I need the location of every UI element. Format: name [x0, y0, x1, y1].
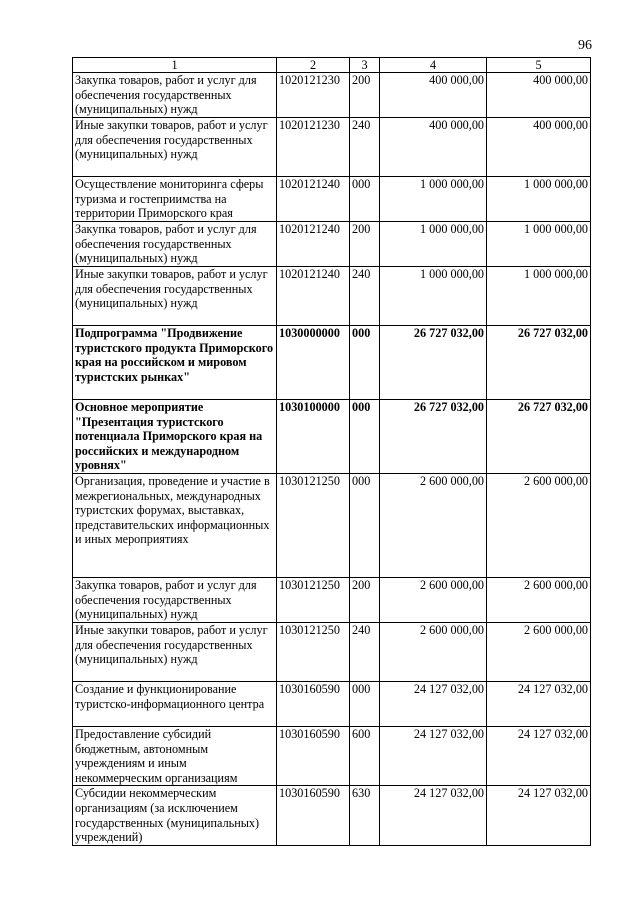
row-amount-col4-cell: 24 127 032,00 [380, 786, 487, 845]
row-type-cell: 000 [350, 474, 380, 578]
row-name-cell: Закупка товаров, работ и услуг для обеспечения государственных (муниципальных) нужд [73, 578, 277, 623]
row-name-cell: Субсидии некоммерческим организациям (за исключением государственных (муниципальных) учреждений) [73, 786, 277, 845]
row-amount-col4-cell: 2 600 000,00 [380, 623, 487, 682]
row-type-cell: 630 [350, 786, 380, 845]
row-amount-col5-cell: 2 600 000,00 [487, 623, 591, 682]
table-row [73, 177, 591, 222]
row-type-cell: 240 [350, 118, 380, 177]
row-code-cell: 1020121240 [277, 267, 350, 326]
row-name-cell: Организация, проведение и участие в межрегиональных, международных туристских форумах, выставках, представительских информационных и иных мероприятиях [73, 474, 277, 578]
column-header-1: 1 [73, 58, 277, 73]
row-name-cell: Иные закупки товаров, работ и услуг для обеспечения государственных (муниципальных) нужд [73, 623, 277, 682]
row-name-cell: Закупка товаров, работ и услуг для обеспечения государственных (муниципальных) нужд [73, 73, 277, 118]
row-type-cell: 200 [350, 73, 380, 118]
row-code-cell: 1030000000 [277, 326, 350, 400]
row-type-cell: 000 [350, 177, 380, 222]
table-row [73, 73, 591, 118]
row-code-cell: 1020121230 [277, 118, 350, 177]
row-amount-col4-cell: 26 727 032,00 [380, 400, 487, 474]
row-amount-col5-cell: 2 600 000,00 [487, 474, 591, 578]
row-code-cell: 1020121230 [277, 73, 350, 118]
row-amount-col4-cell: 400 000,00 [380, 118, 487, 177]
table-row [73, 578, 591, 623]
row-code-cell: 1020121240 [277, 177, 350, 222]
row-amount-col5-cell: 1 000 000,00 [487, 267, 591, 326]
column-header-4: 4 [380, 58, 487, 73]
row-code-cell: 1030121250 [277, 578, 350, 623]
row-amount-col4-cell: 2 600 000,00 [380, 578, 487, 623]
row-name-cell: Основное мероприятие "Презентация туристского потенциала Приморского края на российских и международном уровнях" [73, 400, 277, 474]
row-type-cell: 000 [350, 682, 380, 727]
row-amount-col5-cell: 24 127 032,00 [487, 682, 591, 727]
row-name-cell: Предоставление субсидий бюджетным, автономным учреждениям и иным некоммерческим организациям [73, 727, 277, 786]
table-row [73, 118, 591, 177]
row-amount-col5-cell: 2 600 000,00 [487, 578, 591, 623]
row-code-cell: 1030160590 [277, 727, 350, 786]
row-name-cell: Закупка товаров, работ и услуг для обеспечения государственных (муниципальных) нужд [73, 222, 277, 267]
row-code-cell: 1030160590 [277, 682, 350, 727]
row-amount-col5-cell: 26 727 032,00 [487, 400, 591, 474]
table-row [73, 326, 591, 400]
column-header-2: 2 [277, 58, 350, 73]
table-row [73, 400, 591, 474]
row-name-cell: Иные закупки товаров, работ и услуг для обеспечения государственных (муниципальных) нужд [73, 118, 277, 177]
table-body [73, 73, 591, 846]
row-amount-col5-cell: 1 000 000,00 [487, 222, 591, 267]
row-code-cell: 1030121250 [277, 474, 350, 578]
row-amount-col4-cell: 24 127 032,00 [380, 682, 487, 727]
row-amount-col4-cell: 1 000 000,00 [380, 177, 487, 222]
column-header-5: 5 [487, 58, 591, 73]
budget-table [72, 57, 591, 846]
table-row [73, 474, 591, 578]
row-amount-col4-cell: 1 000 000,00 [380, 267, 487, 326]
row-name-cell: Подпрограмма "Продвижение туристского продукта Приморского края на российском и мировом туристских рынках" [73, 326, 277, 400]
row-name-cell: Создание и функционирование туристско-информационного центра [73, 682, 277, 727]
row-amount-col5-cell: 26 727 032,00 [487, 326, 591, 400]
row-type-cell: 000 [350, 400, 380, 474]
row-type-cell: 200 [350, 578, 380, 623]
table-row [73, 623, 591, 682]
row-amount-col5-cell: 1 000 000,00 [487, 177, 591, 222]
row-amount-col4-cell: 2 600 000,00 [380, 474, 487, 578]
table-row [73, 727, 591, 786]
table-row [73, 682, 591, 727]
row-code-cell: 1020121240 [277, 222, 350, 267]
row-amount-col5-cell: 400 000,00 [487, 118, 591, 177]
table-row [73, 222, 591, 267]
row-amount-col5-cell: 24 127 032,00 [487, 727, 591, 786]
row-type-cell: 000 [350, 326, 380, 400]
row-code-cell: 1030121250 [277, 623, 350, 682]
row-amount-col5-cell: 24 127 032,00 [487, 786, 591, 845]
row-type-cell: 600 [350, 727, 380, 786]
row-type-cell: 240 [350, 267, 380, 326]
row-amount-col4-cell: 24 127 032,00 [380, 727, 487, 786]
table-row [73, 267, 591, 326]
row-code-cell: 1030100000 [277, 400, 350, 474]
row-name-cell: Иные закупки товаров, работ и услуг для обеспечения государственных (муниципальных) нужд [73, 267, 277, 326]
row-amount-col4-cell: 1 000 000,00 [380, 222, 487, 267]
row-type-cell: 200 [350, 222, 380, 267]
column-header-3: 3 [350, 58, 380, 73]
row-amount-col5-cell: 400 000,00 [487, 73, 591, 118]
row-amount-col4-cell: 26 727 032,00 [380, 326, 487, 400]
table-header-row [73, 58, 591, 73]
row-code-cell: 1030160590 [277, 786, 350, 845]
row-amount-col4-cell: 400 000,00 [380, 73, 487, 118]
page-number: 96 [578, 38, 592, 53]
table-row [73, 786, 591, 845]
row-type-cell: 240 [350, 623, 380, 682]
row-name-cell: Осуществление мониторинга сферы туризма и гостеприимства на территории Приморского края [73, 177, 277, 222]
